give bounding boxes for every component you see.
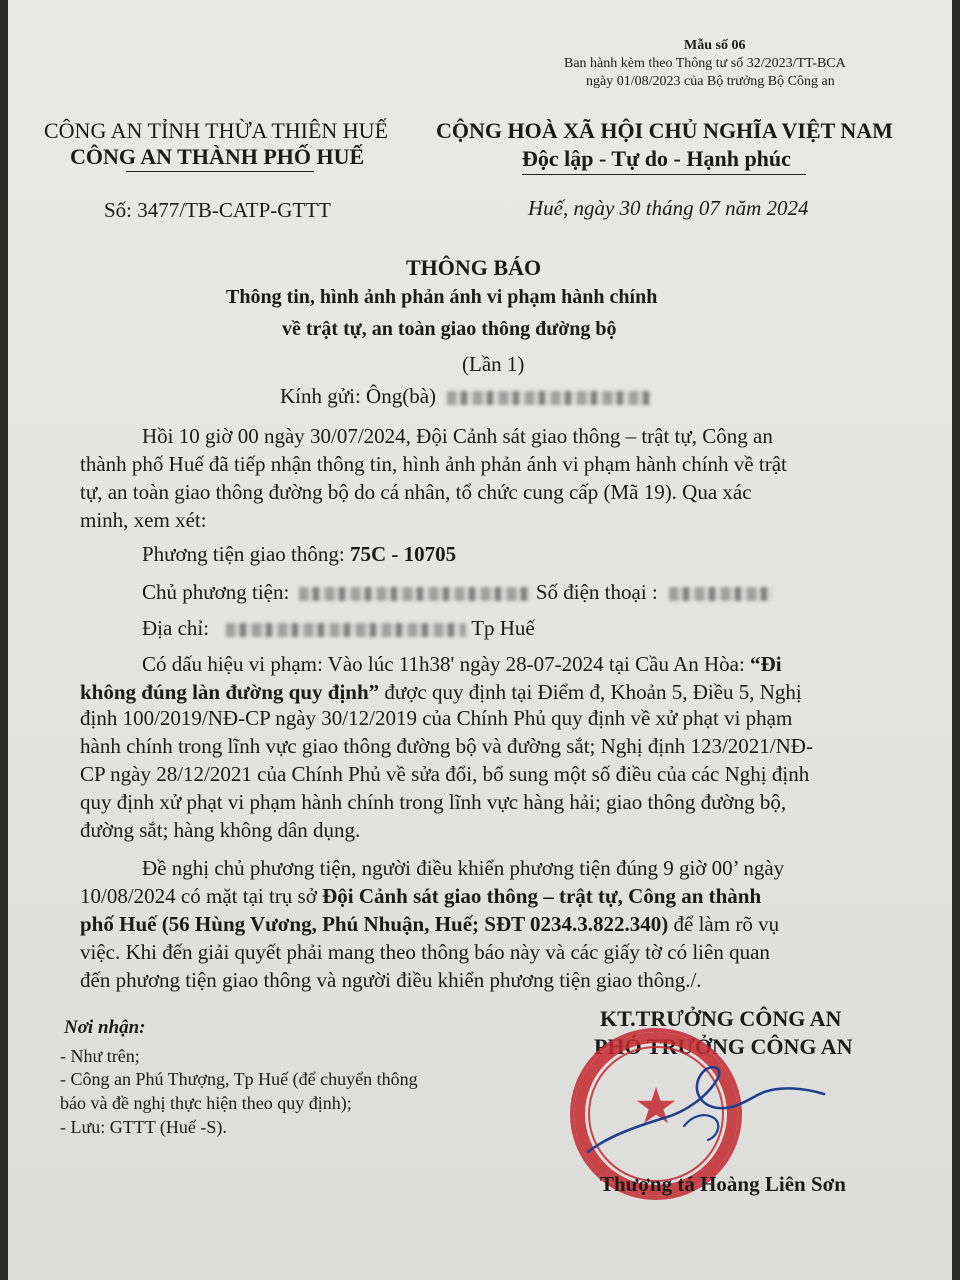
violation-line-3: định 100/2019/NĐ-CP ngày 30/12/2019 của Chính Phủ quy định về xử phạt vi phạm (80, 706, 793, 730)
recipients-heading: Nơi nhận: (64, 1017, 146, 1038)
address-label: Địa chỉ: (142, 616, 210, 640)
p1-line-1: Hồi 10 giờ 00 ngày 30/07/2024, Đội Cảnh sát giao thông – trật tự, Công an (142, 424, 773, 448)
phone-label: Số điện thoại : (535, 580, 658, 604)
violation-line-1: Có dấu hiệu vi phạm: Vào lúc 11h38' ngày 28-07-2024 tại Cầu An Hòa: “Đi (142, 652, 782, 676)
motto-underline (522, 174, 806, 175)
address-line (142, 616, 535, 641)
violation-line-6: quy định xử phạt vi phạm hành chính trong lĩnh vực hàng hải; giao thông đường bộ, (80, 790, 787, 814)
doc-title: THÔNG BÁO (406, 255, 542, 280)
doc-number: Số: 3477/TB-CATP-GTTT (104, 198, 331, 222)
recipient-line (280, 384, 651, 409)
nation-motto: Độc lập - Tự do - Hạnh phúc (522, 146, 791, 171)
signer-name: Thượng tá Hoàng Liên Sơn (600, 1172, 846, 1196)
violation-line-7: đường sắt; hàng không dân dụng. (80, 818, 361, 842)
seal-star-icon: ★ (633, 1078, 679, 1134)
p1-line-2: thành phố Huế đã tiếp nhận thông tin, hình ảnh phản ánh vi phạm hành chính về trật (80, 452, 787, 476)
place-date: Huế, ngày 30 tháng 07 năm 2024 (528, 196, 809, 220)
violation-line-5: CP ngày 28/12/2021 của Chính Phủ về sửa đổi, bổ sung một số điều của các Nghị định (80, 762, 810, 786)
recipients-item-2: - Công an Phú Thượng, Tp Huế (để chuyển thông (60, 1069, 418, 1089)
recipient-label: Kính gửi: Ông(bà) (280, 384, 437, 408)
form-issued-date: ngày 01/08/2023 của Bộ trưởng Bộ Công an (586, 74, 835, 89)
form-issued-with: Ban hành kèm theo Thông tư số 32/2023/TT-BCA (564, 56, 846, 71)
request-line-1: Đề nghị chủ phương tiện, người điều khiển phương tiện đúng 9 giờ 00’ ngày (142, 856, 785, 880)
agency-underline (126, 171, 314, 172)
nation-name: CỘNG HOÀ XÃ HỘI CHỦ NGHĨA VIỆT NAM (436, 118, 893, 143)
vehicle-label: Phương tiện giao thông: (142, 542, 345, 566)
round-label: (Lần 1) (462, 352, 525, 376)
recipients-item-3: báo và đề nghị thực hiện theo quy định); (60, 1093, 352, 1113)
violation-line-4: hành chính trong lĩnh vực giao thông đường bộ và đường sắt; Nghị định 123/2021/NĐ- (80, 734, 813, 758)
signature-title-1: KT.TRƯỞNG CÔNG AN (600, 1006, 842, 1031)
vehicle-line (142, 542, 456, 567)
vehicle-plate: 75C - 10705 (349, 542, 457, 566)
request-line-5: đến phương tiện giao thông và người điều khiển phương tiện giao thông./. (80, 968, 702, 992)
doc-subtitle-1: Thông tin, hình ảnh phản ánh vi phạm hành chính (226, 286, 658, 308)
document-page (8, 0, 952, 1280)
p1-line-4: minh, xem xét: (80, 508, 207, 532)
owner-label: Chủ phương tiện: (142, 580, 290, 604)
request-line-2: 10/08/2024 có mặt tại trụ sở Đội Cảnh sát giao thông – trật tự, Công an thành (80, 884, 762, 908)
address-city: Tp Huế (471, 616, 535, 640)
form-number: Mẫu số 06 (684, 38, 746, 53)
handwritten-signature (568, 1056, 828, 1176)
agency-name: CÔNG AN THÀNH PHỐ HUẾ (70, 144, 365, 169)
violation-line-2: không đúng làn đường quy định” được quy định tại Điểm đ, Khoản 5, Điều 5, Nghị (80, 680, 802, 704)
agency-parent: CÔNG AN TỈNH THỪA THIÊN HUẾ (44, 118, 389, 143)
request-line-4: việc. Khi đến giải quyết phải mang theo thông báo này và các giấy tờ có liên quan (80, 940, 770, 964)
doc-subtitle-2: về trật tự, an toàn giao thông đường bộ (282, 318, 617, 340)
redacted-recipient-name (447, 391, 651, 405)
redacted-address (226, 623, 466, 637)
request-line-3: phố Huế (56 Hùng Vương, Phú Nhuận, Huế; SĐT 0234.3.822.340) để làm rõ vụ (80, 912, 780, 936)
signature-title-2: PHÓ TRƯỞNG CÔNG AN (594, 1034, 853, 1059)
owner-line (142, 580, 773, 605)
p1-line-3: tự, an toàn giao thông đường bộ do cá nhân, tổ chức cung cấp (Mã 19). Qua xác (80, 480, 752, 504)
redacted-owner-name (299, 587, 531, 601)
recipients-item-4: - Lưu: GTTT (Huế -S). (60, 1117, 227, 1137)
recipients-item-1: - Như trên; (60, 1046, 140, 1066)
redacted-phone (669, 587, 773, 601)
